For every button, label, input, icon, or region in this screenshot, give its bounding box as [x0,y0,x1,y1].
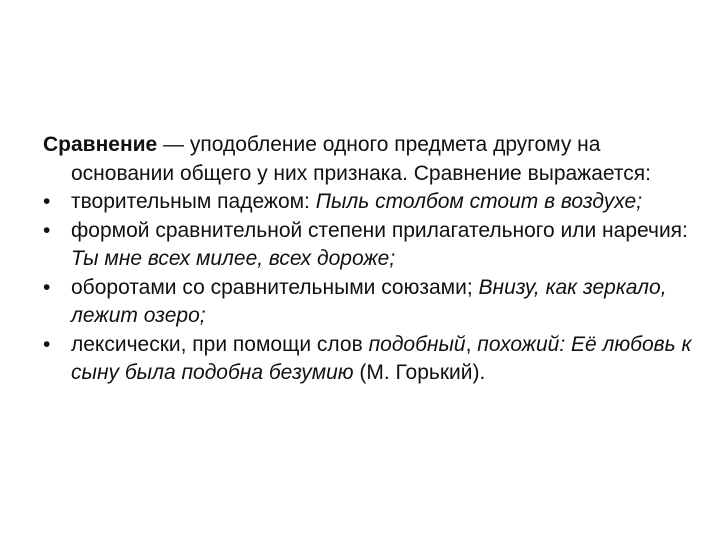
bullet-list [43,188,693,388]
definition-text: — уподобление одного предмета другому на основании общего у них признака. Сравнение выражается: [71,133,651,185]
item-example: подобный [368,332,466,356]
list-item [43,331,693,388]
item-example: Ты мне всех милее, всех дороже; [71,247,396,270]
bullet-marker: • [43,190,51,213]
item-text: , [465,332,478,356]
definition-paragraph [43,131,693,188]
bullet-marker: • [43,332,51,356]
item-text: формой сравнительной степени прилагательного или наречия: [71,218,688,242]
list-item [43,188,693,217]
slide-text-body [43,131,693,388]
item-example: похожий: Её любовь к сыну была подобна безумию [71,332,692,384]
item-text: лексически, при помощи слов [71,332,369,356]
item-example: Внизу, как зеркало, лежит озеро; [71,275,667,327]
item-example: Пыль столбом стоит в воздухе; [315,190,643,213]
definition-term: Сравнение [43,133,158,156]
bullet-marker: • [43,275,51,299]
list-item [43,217,693,274]
item-source: (М. Горький). [353,361,486,384]
bullet-marker: • [43,218,51,242]
item-text: творительным падежом: [71,190,316,213]
list-item [43,274,693,331]
item-text: оборотами со сравнительными союзами; [71,275,479,299]
